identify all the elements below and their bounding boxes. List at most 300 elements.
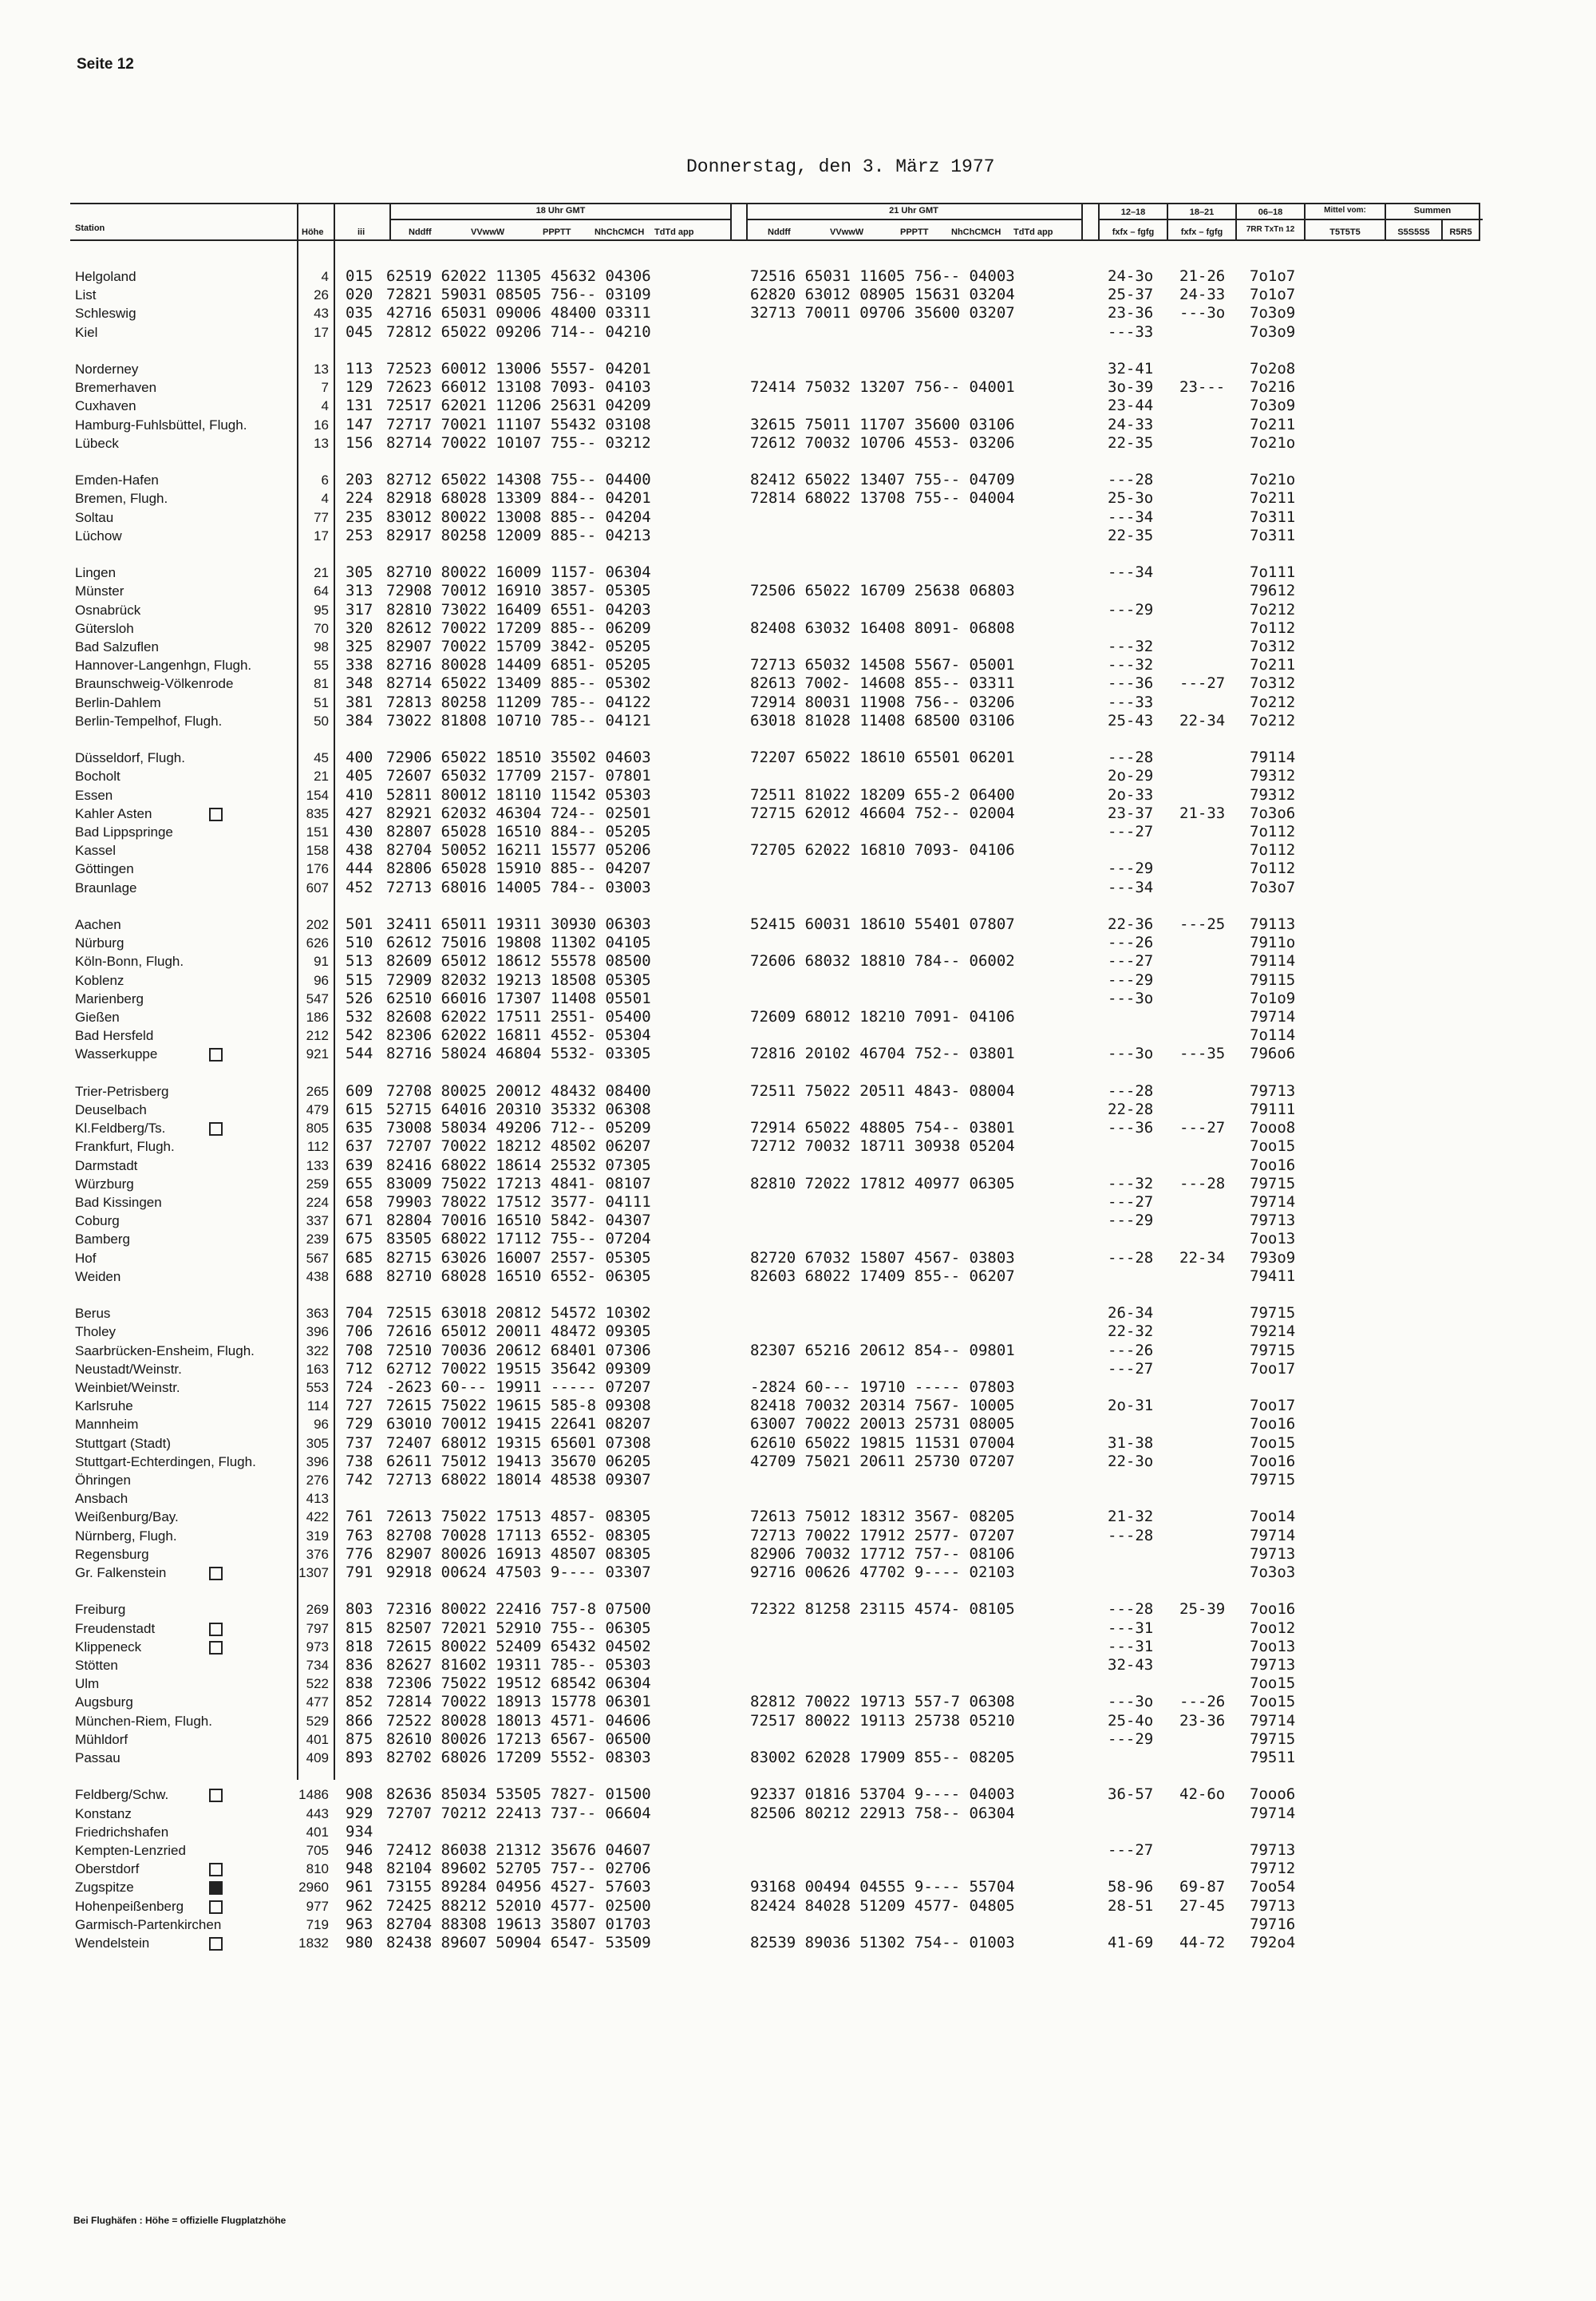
obs-21-uhr: 82412 65022 13407 755-- 04709	[750, 471, 1015, 489]
value-06-18: 79715	[1250, 1341, 1296, 1359]
col-line-21-end	[1081, 203, 1083, 241]
value-06-18: 7o211	[1250, 489, 1296, 508]
table-row	[0, 1508, 1596, 1526]
obs-21-uhr: 72712 70032 18711 30938 05204	[750, 1137, 1015, 1156]
value-06-18: 79714	[1250, 1804, 1296, 1822]
obs-18-uhr: 72517 62021 11206 25631 04209	[386, 397, 651, 415]
obs-21-uhr: 72914 65022 48805 754-- 03801	[750, 1119, 1015, 1137]
table-row	[0, 1841, 1596, 1860]
table-row	[0, 656, 1596, 674]
station-iii: 776	[346, 1544, 373, 1563]
station-iii: 737	[346, 1433, 373, 1452]
table-row	[0, 397, 1596, 415]
value-06-18: 7o312	[1250, 674, 1296, 693]
station-iii: 410	[346, 785, 373, 804]
station-name: Bad Salzuflen	[75, 639, 159, 654]
station-name: Freudenstadt	[75, 1620, 156, 1636]
obs-18-uhr: 79903 78022 17512 3577- 04111	[386, 1193, 651, 1211]
station-hoehe: 269	[306, 1602, 329, 1618]
obs-18-uhr: 83505 68022 17112 755-- 07204	[386, 1230, 651, 1248]
value-18-21: 21-26	[1179, 267, 1226, 285]
station-iii: 384	[346, 711, 373, 729]
footnote: Bei Flughäfen : Höhe = offizielle Flugplatzhöhe	[73, 2215, 286, 2226]
station-iii: 129	[346, 378, 373, 397]
obs-18-uhr: 62712 70022 19515 35642 09309	[386, 1359, 651, 1378]
value-06-18: 7o311	[1250, 508, 1296, 526]
station-name: Saarbrücken-Ensheim, Flugh.	[75, 1342, 255, 1358]
obs-21-uhr: 72517 80022 19113 25738 05210	[750, 1711, 1015, 1730]
value-06-18: 79715	[1250, 1471, 1296, 1489]
station-iii: 761	[346, 1508, 373, 1526]
value-06-18: 7o112	[1250, 860, 1296, 878]
station-name: Zugspitze	[75, 1880, 134, 1896]
station-name: Hof	[75, 1250, 97, 1266]
value-06-18: 79411	[1250, 1267, 1296, 1285]
col-line-mid	[730, 203, 732, 241]
table-row	[0, 563, 1596, 582]
station-iii: 818	[346, 1637, 373, 1655]
station-name: Kiel	[75, 324, 98, 340]
table-row	[0, 1453, 1596, 1471]
value-12-18: 25-4o	[1108, 1711, 1154, 1730]
value-06-18: 7oo15	[1250, 1674, 1296, 1693]
station-hoehe: 151	[306, 824, 329, 840]
station-hoehe: 529	[306, 1713, 329, 1729]
station-name: Nürburg	[75, 935, 124, 951]
station-hoehe: 6	[321, 472, 329, 488]
square-marker-icon	[209, 808, 223, 821]
station-name: München-Riem, Flugh.	[75, 1713, 212, 1729]
station-hoehe: 4	[321, 398, 329, 414]
table-row	[0, 1175, 1596, 1193]
value-12-18: ---3o	[1108, 1693, 1154, 1711]
station-name: Deuselbach	[75, 1102, 147, 1117]
station-name: List	[75, 287, 97, 303]
obs-21-uhr: 62610 65022 19815 11531 07004	[750, 1433, 1015, 1452]
station-iii: 515	[346, 971, 373, 989]
value-06-18: 79713	[1250, 1896, 1296, 1915]
station-name: Mühldorf	[75, 1731, 128, 1747]
header-hoehe: Höhe	[302, 227, 324, 237]
station-iii: 893	[346, 1749, 373, 1766]
obs-21-uhr: 82720 67032 15807 4567- 03803	[750, 1248, 1015, 1267]
station-iii: 685	[346, 1248, 373, 1267]
station-iii: 045	[346, 322, 373, 341]
obs-21-uhr: 32615 75011 11707 35600 03106	[750, 415, 1015, 433]
value-06-18: 7oo17	[1250, 1397, 1296, 1415]
station-name: Freiburg	[75, 1602, 126, 1618]
value-06-18: 7o211	[1250, 415, 1296, 433]
table-row	[0, 1193, 1596, 1212]
station-hoehe: 522	[306, 1676, 329, 1692]
station-name: Karlsruhe	[75, 1398, 133, 1414]
value-06-18: 7o212	[1250, 693, 1296, 711]
station-iii: 704	[346, 1304, 373, 1322]
obs-18-uhr: 82907 80026 16913 48507 08305	[386, 1544, 651, 1563]
station-hoehe: 112	[306, 1139, 329, 1155]
obs-18-uhr: 52811 80012 18110 11542 05303	[386, 785, 651, 804]
table-row	[0, 489, 1596, 508]
obs-18-uhr: 82609 65012 18612 55578 08500	[386, 952, 651, 971]
station-name: Bamberg	[75, 1232, 130, 1247]
station-hoehe: 1307	[298, 1565, 329, 1580]
value-06-18: 7o312	[1250, 638, 1296, 655]
table-row	[0, 267, 1596, 286]
station-name: Cuxhaven	[75, 398, 136, 414]
obs-18-uhr: 72615 80022 52409 65432 04502	[386, 1637, 651, 1655]
obs-18-uhr: 82710 68028 16510 6552- 06305	[386, 1267, 651, 1285]
value-06-18: 7o3o9	[1250, 304, 1296, 322]
obs-18-uhr: 82702 68026 17209 5552- 08303	[386, 1749, 651, 1766]
value-06-18: 7oo16	[1250, 1600, 1296, 1619]
station-hoehe: 202	[306, 917, 329, 932]
station-name: Weinbiet/Weinstr.	[75, 1380, 180, 1395]
value-12-18: 2o-29	[1108, 767, 1154, 785]
header-18-tdtd: TdTd app	[654, 227, 694, 237]
obs-21-uhr: 72609 68012 18210 7091- 04106	[750, 1008, 1015, 1026]
station-iii: 836	[346, 1656, 373, 1674]
obs-18-uhr: 72510 70036 20612 68401 07306	[386, 1341, 651, 1359]
station-iii: 317	[346, 600, 373, 619]
header-sub-mittel: T5T5T5	[1329, 227, 1361, 237]
station-hoehe: 276	[306, 1473, 329, 1488]
value-12-18: 22-35	[1108, 433, 1154, 452]
station-hoehe: 363	[306, 1306, 329, 1322]
table-row	[0, 1342, 1596, 1360]
table-row	[0, 1712, 1596, 1730]
obs-18-uhr: 62519 62022 11305 45632 04306	[386, 267, 651, 285]
table-row	[0, 323, 1596, 342]
obs-18-uhr: 82710 80022 16009 1157- 06304	[386, 563, 651, 582]
table-row	[0, 1008, 1596, 1026]
table-row	[0, 1805, 1596, 1823]
station-iii: 526	[346, 989, 373, 1007]
station-iii: 501	[346, 915, 373, 933]
value-12-18: ---33	[1108, 322, 1154, 341]
table-row	[0, 1156, 1596, 1175]
value-12-18: 22-35	[1108, 526, 1154, 544]
obs-21-uhr: 72511 75022 20511 4843- 08004	[750, 1081, 1015, 1100]
station-name: Kahler Asten	[75, 805, 152, 821]
station-hoehe: 396	[306, 1453, 329, 1469]
table-row	[0, 1230, 1596, 1248]
station-name: Gießen	[75, 1010, 120, 1025]
station-iii: 742	[346, 1471, 373, 1489]
station-iii: 962	[346, 1896, 373, 1915]
value-12-18: 41-69	[1108, 1934, 1154, 1951]
header-sub-s5: S5S5S5	[1397, 227, 1430, 237]
station-hoehe: 626	[306, 935, 329, 951]
table-row	[0, 860, 1596, 878]
table-row	[0, 638, 1596, 656]
value-12-18: 22-28	[1108, 1101, 1154, 1118]
table-row	[0, 915, 1596, 934]
station-name: Hohenpeißenberg	[75, 1898, 184, 1914]
station-hoehe: 805	[306, 1121, 329, 1137]
station-iii: 961	[346, 1878, 373, 1896]
station-name: Ulm	[75, 1676, 100, 1692]
value-06-18: 79714	[1250, 1193, 1296, 1211]
station-name: Trier-Petrisberg	[75, 1083, 169, 1099]
station-iii: 688	[346, 1267, 373, 1285]
value-06-18: 79713	[1250, 1841, 1296, 1859]
obs-21-uhr: 82810 72022 17812 40977 06305	[750, 1174, 1015, 1192]
station-iii: 929	[346, 1804, 373, 1822]
value-06-18: 7o1o9	[1250, 989, 1296, 1007]
header-18-nhch: NhChCMCH	[595, 227, 645, 237]
table-row	[0, 1527, 1596, 1545]
obs-18-uhr: 82306 62022 16811 4552- 05304	[386, 1026, 651, 1045]
value-12-18: 23-37	[1108, 804, 1154, 822]
station-hoehe: 553	[306, 1380, 329, 1395]
obs-18-uhr: 82704 50052 16211 15577 05206	[386, 841, 651, 860]
station-name: Nürnberg, Flugh.	[75, 1528, 177, 1544]
station-hoehe: 154	[306, 787, 329, 803]
station-iii: 946	[346, 1841, 373, 1859]
value-18-21: ---3o	[1179, 304, 1226, 322]
station-name: Braunlage	[75, 880, 137, 895]
value-12-18: ---28	[1108, 1526, 1154, 1544]
value-06-18: 79113	[1250, 915, 1296, 933]
obs-21-uhr: 42709 75021 20611 25730 07207	[750, 1452, 1015, 1470]
value-06-18: 7o3o7	[1250, 878, 1296, 896]
obs-18-uhr: 72616 65012 20011 48472 09305	[386, 1322, 651, 1341]
value-06-18: 7o216	[1250, 378, 1296, 397]
station-iii: 727	[346, 1397, 373, 1415]
value-12-18: 32-43	[1108, 1656, 1154, 1674]
obs-21-uhr: 62820 63012 08905 15631 03204	[750, 286, 1015, 304]
value-12-18: ---29	[1108, 1730, 1154, 1748]
header-21-ppptt: PPPTT	[900, 227, 929, 237]
obs-21-uhr: 82408 63032 16408 8091- 06808	[750, 619, 1015, 637]
station-hoehe: 607	[306, 880, 329, 895]
station-iii: 838	[346, 1674, 373, 1693]
value-18-21: ---28	[1179, 1174, 1226, 1192]
station-hoehe: 810	[306, 1861, 329, 1877]
value-12-18: ---27	[1108, 1359, 1154, 1378]
value-06-18: 7oo15	[1250, 1137, 1296, 1156]
station-hoehe: 96	[314, 1417, 329, 1433]
station-name: Bad Lippspringe	[75, 824, 173, 840]
obs-18-uhr: 82104 89602 52705 757-- 02706	[386, 1860, 651, 1878]
station-name: Lingen	[75, 565, 117, 581]
station-hoehe: 81	[314, 676, 329, 692]
table-row	[0, 619, 1596, 638]
value-06-18: 7o311	[1250, 526, 1296, 544]
header-sub-12-18: fxfx – fgfg	[1112, 227, 1155, 237]
station-name: Ansbach	[75, 1491, 128, 1507]
value-06-18: 7o3o3	[1250, 1564, 1296, 1581]
value-06-18: 79312	[1250, 767, 1296, 785]
station-iii: 724	[346, 1378, 373, 1396]
station-iii: 325	[346, 638, 373, 655]
obs-21-uhr: 72612 70032 10706 4553- 03206	[750, 433, 1015, 452]
station-hoehe: 376	[306, 1546, 329, 1562]
header-station: Station	[75, 223, 105, 233]
value-12-18: 22-36	[1108, 915, 1154, 933]
station-hoehe: 422	[306, 1509, 329, 1525]
obs-18-uhr: 82416 68022 18614 25532 07305	[386, 1156, 651, 1174]
value-12-18: ---27	[1108, 1841, 1154, 1859]
header-21-nhch: NhChCMCH	[951, 227, 1001, 237]
obs-18-uhr: 82807 65028 16510 884-- 05205	[386, 823, 651, 840]
station-name: Göttingen	[75, 861, 134, 877]
obs-21-uhr: 63018 81028 11408 68500 03106	[750, 711, 1015, 729]
station-hoehe: 413	[306, 1491, 329, 1507]
station-hoehe: 133	[306, 1157, 329, 1173]
obs-18-uhr: 72713 68016 14005 784-- 03003	[386, 878, 651, 896]
station-hoehe: 77	[314, 509, 329, 525]
station-name: Berlin-Dahlem	[75, 694, 161, 710]
station-iii: 131	[346, 397, 373, 415]
obs-18-uhr: 72425 88212 52010 4577- 02500	[386, 1896, 651, 1915]
header-06-18: 06–18	[1258, 208, 1283, 217]
table-row	[0, 1600, 1596, 1619]
obs-21-uhr: 93168 00494 04555 9---- 55704	[750, 1878, 1015, 1896]
station-iii: 712	[346, 1359, 373, 1378]
station-iii: 706	[346, 1322, 373, 1341]
value-06-18: 7o3o9	[1250, 322, 1296, 341]
table-row	[0, 1026, 1596, 1045]
value-06-18: 7911o	[1250, 934, 1296, 952]
col-line-end	[1479, 203, 1480, 241]
station-hoehe: 705	[306, 1843, 329, 1858]
station-name: Passau	[75, 1750, 120, 1765]
value-18-21: 27-45	[1179, 1896, 1226, 1915]
obs-21-uhr: 83002 62028 17909 855-- 08205	[750, 1749, 1015, 1766]
value-06-18: 796o6	[1250, 1045, 1296, 1063]
obs-21-uhr: 72715 62012 46604 752-- 02004	[750, 804, 1015, 822]
obs-18-uhr: 82610 80026 17213 6567- 06500	[386, 1730, 651, 1748]
header-21-uhr: 21 Uhr GMT	[889, 206, 938, 215]
value-12-18: 24-33	[1108, 415, 1154, 433]
header-sub-18-21: fxfx – fgfg	[1180, 227, 1223, 237]
header-21-tdtd: TdTd app	[1013, 227, 1053, 237]
table-row	[0, 1082, 1596, 1101]
station-hoehe: 64	[314, 583, 329, 599]
station-iii: 963	[346, 1915, 373, 1933]
station-hoehe: 734	[306, 1658, 329, 1673]
value-18-21: 24-33	[1179, 286, 1226, 304]
station-hoehe: 4	[321, 491, 329, 507]
station-name: Soltau	[75, 509, 114, 525]
value-12-18: ---28	[1108, 1081, 1154, 1100]
obs-21-uhr: 72814 68022 13708 755-- 04004	[750, 489, 1015, 508]
station-hoehe: 1486	[298, 1787, 329, 1803]
station-name: Mannheim	[75, 1417, 139, 1433]
square-marker-icon	[209, 1567, 223, 1580]
station-name: Öhringen	[75, 1473, 131, 1488]
station-iii: 671	[346, 1212, 373, 1230]
value-12-18: ---36	[1108, 674, 1154, 693]
obs-18-uhr: 42716 65031 09006 48400 03311	[386, 304, 651, 322]
obs-18-uhr: 72316 80022 22416 757-8 07500	[386, 1600, 651, 1619]
value-12-18: 36-57	[1108, 1785, 1154, 1804]
obs-18-uhr: 82716 80028 14409 6851- 05205	[386, 656, 651, 674]
table-row	[0, 1785, 1596, 1804]
table-row	[0, 674, 1596, 693]
station-iii: 438	[346, 841, 373, 860]
value-12-18: 23-44	[1108, 397, 1154, 415]
station-hoehe: 1832	[298, 1935, 329, 1951]
station-hoehe: 16	[314, 417, 329, 433]
station-name: Stuttgart-Echterdingen, Flugh.	[75, 1453, 256, 1469]
value-06-18: 7oo14	[1250, 1508, 1296, 1526]
station-hoehe: 96	[314, 972, 329, 988]
table-row	[0, 434, 1596, 453]
value-06-18: 79214	[1250, 1322, 1296, 1341]
station-name: Marienberg	[75, 990, 144, 1006]
value-06-18: 79715	[1250, 1304, 1296, 1322]
station-name: Augsburg	[75, 1694, 133, 1710]
value-18-21: ---26	[1179, 1693, 1226, 1711]
value-06-18: 7oo15	[1250, 1693, 1296, 1711]
square-marker-icon	[209, 1900, 223, 1914]
obs-21-uhr: 72207 65022 18610 65501 06201	[750, 749, 1015, 767]
header-sub-r5: R5R5	[1449, 227, 1472, 237]
obs-21-uhr: 82613 7002- 14608 855-- 03311	[750, 674, 1015, 693]
station-iii: 609	[346, 1081, 373, 1100]
table-row	[0, 1415, 1596, 1433]
station-name: Lüchow	[75, 528, 122, 544]
value-12-18: 22-32	[1108, 1322, 1154, 1341]
station-name: Osnabrück	[75, 602, 141, 618]
value-18-21: ---27	[1179, 1119, 1226, 1137]
station-iii: 313	[346, 582, 373, 600]
station-hoehe: 98	[314, 639, 329, 654]
value-06-18: 7oo15	[1250, 1433, 1296, 1452]
station-name: Köln-Bonn, Flugh.	[75, 954, 184, 970]
station-hoehe: 17	[314, 324, 329, 340]
obs-18-uhr: 82507 72021 52910 755-- 06305	[386, 1619, 651, 1637]
table-row	[0, 304, 1596, 322]
obs-21-uhr: 82906 70032 17712 757-- 08106	[750, 1544, 1015, 1563]
station-name: Bad Kissingen	[75, 1195, 162, 1210]
header-18-nddff: Nddff	[409, 227, 432, 237]
station-hoehe: 50	[314, 713, 329, 729]
station-iii: 203	[346, 471, 373, 489]
station-name: Klippeneck	[75, 1639, 142, 1655]
obs-18-uhr: 72615 75022 19615 585-8 09308	[386, 1397, 651, 1415]
obs-18-uhr: 83012 80022 13008 885-- 04204	[386, 508, 651, 526]
value-12-18: 2o-31	[1108, 1397, 1154, 1415]
station-hoehe: 239	[306, 1232, 329, 1247]
station-hoehe: 45	[314, 750, 329, 766]
station-iii: 908	[346, 1785, 373, 1804]
station-name: Schleswig	[75, 306, 136, 322]
value-06-18: 7oo17	[1250, 1359, 1296, 1378]
station-name: Aachen	[75, 917, 121, 932]
table-row	[0, 471, 1596, 489]
value-12-18: 58-96	[1108, 1878, 1154, 1896]
value-06-18: 793o9	[1250, 1248, 1296, 1267]
table-row	[0, 712, 1596, 730]
station-hoehe: 547	[306, 990, 329, 1006]
station-hoehe: 224	[306, 1195, 329, 1210]
station-hoehe: 13	[314, 362, 329, 377]
value-12-18: 21-32	[1108, 1508, 1154, 1526]
date-title: Donnerstag, den 3. März 1977	[686, 156, 995, 177]
value-12-18: 26-34	[1108, 1304, 1154, 1322]
value-12-18: ---3o	[1108, 1045, 1154, 1063]
table-row	[0, 1693, 1596, 1711]
header-mittel: Mittel vom:	[1324, 206, 1366, 215]
obs-18-uhr: 72813 80258 11209 785-- 04122	[386, 693, 651, 711]
station-iii: 635	[346, 1119, 373, 1137]
value-06-18: 7o2o8	[1250, 360, 1296, 378]
obs-18-uhr: 72523 60012 13006 5557- 04201	[386, 360, 651, 378]
station-iii: 738	[346, 1452, 373, 1470]
